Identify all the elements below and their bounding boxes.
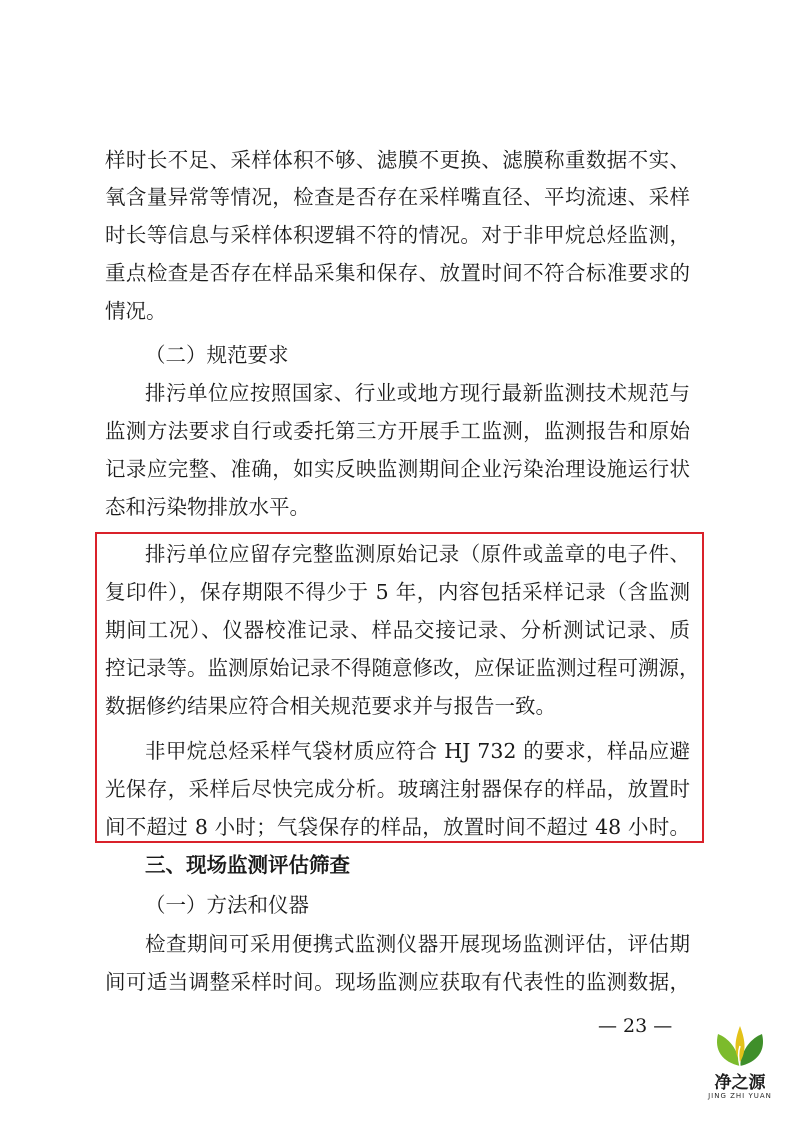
paragraph-4-line-3: 间不超过 8 小时；气袋保存的样品，放置时间不超过 48 小时。 bbox=[105, 815, 690, 839]
paragraph-3-line-1: 排污单位应留存完整监测原始记录（原件或盖章的电子件、 bbox=[145, 542, 690, 566]
subsection-2-title: （二）规范要求 bbox=[145, 343, 289, 367]
brand-logo bbox=[700, 1022, 780, 1112]
paragraph-4-line-2: 光保存，采样后尽快完成分析。玻璃注射器保存的样品，放置时 bbox=[105, 777, 690, 801]
paragraph-2-line-2: 监测方法要求自行或委托第三方开展手工监测，监测报告和原始 bbox=[105, 419, 690, 443]
paragraph-2-line-4: 态和污染物排放水平。 bbox=[105, 495, 310, 519]
paragraph-3-line-4: 控记录等。监测原始记录不得随意修改，应保证监测过程可溯源， bbox=[105, 656, 700, 680]
leaf-logo-icon bbox=[700, 1022, 780, 1068]
subsection-1-title: （一）方法和仪器 bbox=[145, 893, 309, 917]
page-number: — 23 — bbox=[598, 1015, 673, 1037]
paragraph-1-line-4: 重点检查是否存在样品采集和保存、放置时间不符合标准要求的 bbox=[105, 261, 690, 285]
paragraph-3-line-3: 期间工况）、仪器校准记录、样品交接记录、分析测试记录、质 bbox=[105, 618, 690, 642]
paragraph-1-line-3: 时长等信息与采样体积逻辑不符的情况。对于非甲烷总烃监测， bbox=[105, 223, 690, 247]
logo-subtitle: JING ZHI YUAN bbox=[708, 1092, 772, 1100]
paragraph-4-line-1: 非甲烷总烃采样气袋材质应符合 HJ 732 的要求，样品应避 bbox=[145, 739, 690, 763]
paragraph-2-line-3: 记录应完整、准确，如实反映监测期间企业污染治理设施运行状 bbox=[105, 457, 690, 481]
logo-name: 净之源 bbox=[714, 1073, 766, 1093]
paragraph-3-line-2: 复印件），保存期限不得少于 5 年，内容包括采样记录（含监测 bbox=[105, 580, 690, 604]
paragraph-1-line-1: 样时长不足、采样体积不够、滤膜不更换、滤膜称重数据不实、 bbox=[105, 148, 690, 172]
section-3-title: 三、现场监测评估筛查 bbox=[145, 853, 350, 877]
paragraph-3-line-5: 数据修约结果应符合相关规范要求并与报告一致。 bbox=[105, 694, 556, 718]
paragraph-5-line-1: 检查期间可采用便携式监测仪器开展现场监测评估，评估期 bbox=[145, 932, 690, 956]
paragraph-2-line-1: 排污单位应按照国家、行业或地方现行最新监测技术规范与 bbox=[145, 381, 690, 405]
paragraph-1-line-5: 情况。 bbox=[105, 299, 167, 323]
paragraph-1-line-2: 氧含量异常等情况，检查是否存在采样嘴直径、平均流速、采样 bbox=[105, 185, 690, 209]
paragraph-5-line-2: 间可适当调整采样时间。现场监测应获取有代表性的监测数据， bbox=[105, 970, 690, 994]
